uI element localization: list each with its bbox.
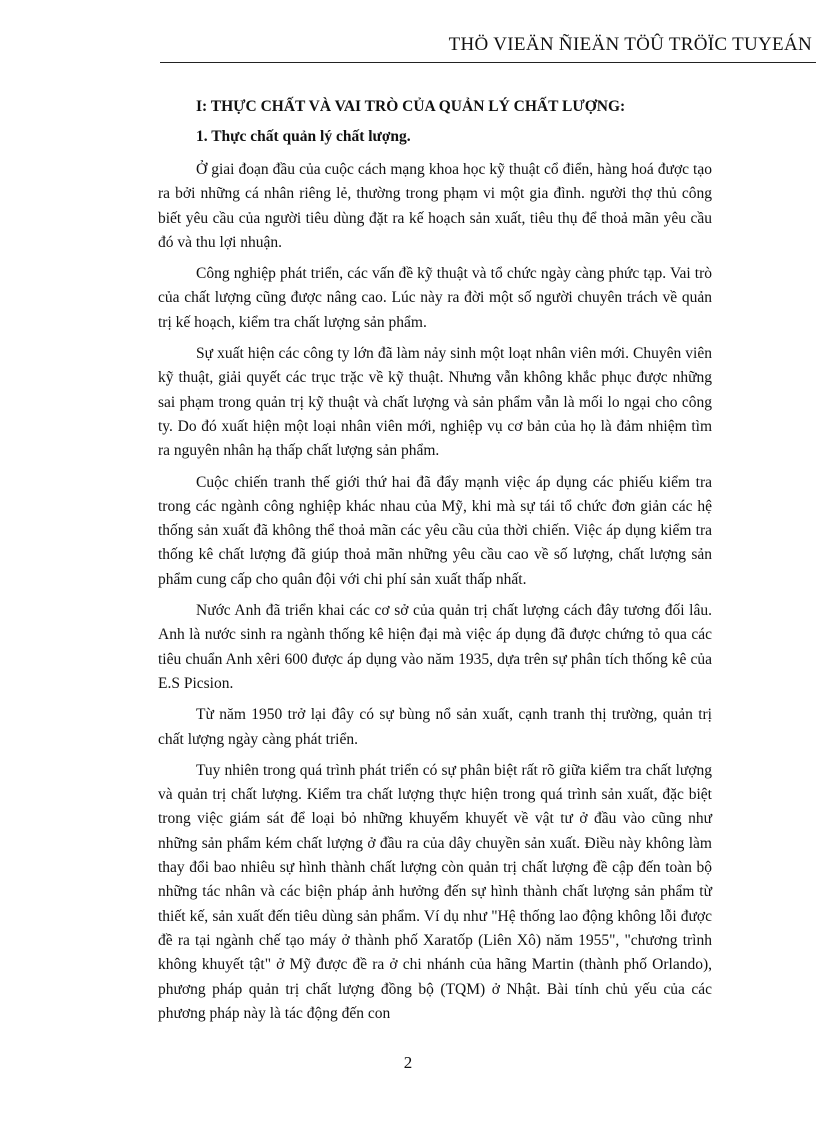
paragraph-5: Nước Anh đã triển khai các cơ sở của quản trị chất lượng cách đây tương đối lâu. Anh là nước sinh ra ngành thống kê hiện đại mà việc áp dụng đã được chứng tỏ qua các tiêu chuẩn Anh xêri 600 được áp dụng vào năm 1935, dựa trên sự phân tích thống kê của E.S Picsion. <box>158 602 712 692</box>
paragraph-7: Tuy nhiên trong quá trình phát triển có sự phân biệt rất rõ giữa kiểm tra chất lượng và quản trị chất lượng. Kiểm tra chất lượng thực hiện trong quá trình sản xuất, đặc biệt trong việc giám sát để loại bỏ những khuyếm khuyết về vật tư ở đầu vào cũng như những sản phẩm kém chất lượng ở đầu ra của dây chuyền sản xuất. Điều này không làm thay đổi bao nhiêu sự hình thành chất lượng còn quản trị chất lượng đề cập đến toàn bộ những tác nhân và các biện pháp ảnh hưởng đến sự hình thành chất lượng sản phẩm từ thiết kế, sản xuất đến tiêu dùng sản phẩm. Ví dụ như "Hệ thống lao động không lỗi được đề ra tại ngành chế tạo máy ở thành phố Xaratốp (Liên Xô) năm 1955", "chương trình không khuyết tật" ở Mỹ được đề ra ở chi nhánh của hãng Martin (thành phố Orlando), phương pháp quản trị chất lượng đồng bộ (TQM) ở Nhật. Bài tính chủ yếu của các phương pháp này là tác động đến con <box>158 761 712 1022</box>
subsection-heading: 1. Thực chất quản lý chất lượng. <box>196 128 411 145</box>
paragraph-1: Ở giai đoạn đầu của cuộc cách mạng khoa học kỹ thuật cổ điển, hàng hoá được tạo ra bởi những cá nhân riêng lẻ, thường trong phạm vi một gia đình. người thợ thủ công biết yêu cầu của người tiêu dùng đặt ra kế hoạch sản xuất, tiêu thụ để thoả mãn yêu cầu đó và thu lợi nhuận. <box>158 161 712 251</box>
section-heading: I: THỰC CHẤT VÀ VAI TRÒ CỦA QUẢN LÝ CHẤT LƯỢNG: <box>196 98 626 115</box>
paragraph-2: Công nghiệp phát triển, các vấn đề kỹ thuật và tổ chức ngày càng phức tạp. Vai trò của chất lượng cũng được nâng cao. Lúc này ra đời một số người chuyên trách về quản trị kế hoạch, kiểm tra chất lượng sản phẩm. <box>158 265 712 331</box>
document-body <box>158 96 712 1033</box>
header-title: THÖ VIEÄN ÑIEÄN TÖÛ TRÖÏC TUYEÁN <box>448 34 812 55</box>
paragraph-3: Sự xuất hiện các công ty lớn đã làm nảy sinh một loạt nhân viên mới. Chuyên viên kỹ thuật, giải quyết các trục trặc về kỹ thuật. Nhưng vẫn không khắc phục được những sai phạm trong quản trị kỹ thuật và chất lượng và sản phẩm vẫn là mối lo ngại cho công ty. Do đó xuất hiện một loại nhân viên mới, nghiệp vụ cơ bản của họ là đảm nhiệm tìm ra nguyên nhân hạ thấp chất lượng sản phẩm. <box>158 345 712 460</box>
paragraph-6: Từ năm 1950 trở lại đây có sự bùng nổ sản xuất, cạnh tranh thị trường, quản trị chất lượng ngày càng phát triển. <box>158 706 712 748</box>
paragraph-4: Cuộc chiến tranh thế giới thứ hai đã đẩy mạnh việc áp dụng các phiếu kiểm tra trong các ngành công nghiệp khác nhau của Mỹ, khi mà sự tái tổ chức đơn giản các hệ thống sản xuất đã không thể thoả mãn các yêu cầu của thời chiến. Việc áp dụng kiểm tra thống kê chất lượng đã giúp thoả mãn những yêu cầu cao về số lượng, chất lượng sản phẩm cung cấp cho quân đội với chi phí sản xuất thấp nhất. <box>158 473 712 588</box>
page-header <box>0 0 816 66</box>
header-divider <box>160 62 816 63</box>
page-number: 2 <box>403 1053 413 1072</box>
